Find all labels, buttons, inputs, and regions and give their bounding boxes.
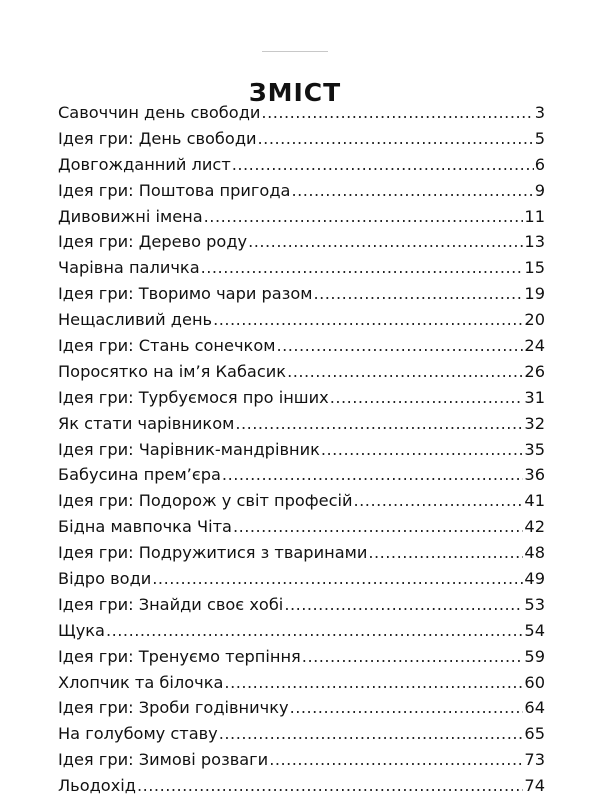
top-divider	[262, 51, 328, 52]
toc-entry-title: Ідея гри: Зроби годівничку	[58, 698, 289, 718]
toc-entry-page-number: 41	[524, 491, 545, 511]
toc-entry	[58, 385, 545, 411]
toc-entry	[58, 204, 545, 230]
toc-entry-page-number: 49	[524, 569, 545, 589]
toc-entry-page-number: 53	[524, 594, 545, 614]
toc-entry-title: Льодохід	[58, 776, 136, 796]
toc-entry-page-number: 48	[524, 543, 545, 563]
toc-entry-title: Ідея гри: Турбуємося про інших	[58, 387, 329, 407]
toc-entry	[58, 540, 545, 566]
toc-entry-title: Нещасливий день	[58, 310, 213, 330]
toc-entry-title: На голубому ставу	[58, 724, 218, 744]
toc-entry-page-number: 24	[524, 336, 545, 356]
dot-leader	[354, 488, 524, 514]
toc-entry-page-number: 73	[524, 750, 545, 770]
toc-entry-page-number: 35	[524, 439, 545, 459]
toc-entry	[58, 618, 545, 644]
dot-leader	[368, 540, 523, 566]
dot-leader	[222, 462, 523, 488]
toc-entry-title: Ідея гри: Чарівник-мандрівник	[58, 439, 320, 459]
dot-leader	[233, 514, 523, 540]
toc-entry-page-number: 31	[524, 387, 545, 407]
toc-entry-page-number: 9	[534, 180, 545, 200]
toc-entry	[58, 100, 545, 126]
toc-entry-title: Довгожданний лист	[58, 154, 231, 174]
dot-leader	[204, 204, 524, 230]
toc-entry-title: Щука	[58, 620, 105, 640]
toc-entry-title: Ідея гри: Стань сонечком	[58, 336, 276, 356]
toc-entry-title: Ідея гри: Подружитися з тваринами	[58, 543, 368, 563]
toc-entry-title: Дивовижні імена	[58, 206, 203, 226]
dot-leader	[232, 152, 534, 178]
toc-entry-title: Ідея гри: Зимові розваги	[58, 750, 269, 770]
toc-entry-title: Савоччин день свободи	[58, 103, 261, 122]
dot-leader	[302, 644, 524, 670]
dot-leader	[291, 178, 533, 204]
dot-leader	[284, 592, 523, 618]
toc-entry	[58, 488, 545, 514]
toc-entry	[58, 514, 545, 540]
toc-entry-title: Ідея гри: День свободи	[58, 128, 257, 148]
toc-entry	[58, 644, 545, 670]
toc-entry-title: Ідея гри: Тренуємо терпіння	[58, 646, 301, 666]
page-title: ЗМІСТ	[248, 77, 342, 107]
dot-leader	[261, 100, 533, 126]
toc-entry	[58, 592, 545, 618]
toc-entry-title: Ідея гри: Подорож у світ професій	[58, 491, 353, 511]
toc-entry-page-number: 36	[524, 465, 545, 485]
dot-leader	[330, 385, 524, 411]
toc-entry-title: Поросятко на ім’я Кабасик	[58, 361, 287, 381]
toc-entry-page-number: 64	[524, 698, 545, 718]
toc-entry	[58, 462, 545, 488]
dot-leader	[321, 437, 524, 463]
dot-leader	[224, 670, 523, 696]
toc-entry-page-number: 32	[524, 413, 545, 433]
dot-leader	[219, 721, 524, 747]
toc-entry-page-number: 26	[524, 361, 545, 381]
toc-entry	[58, 126, 545, 152]
toc-entry-page-number: 60	[524, 672, 545, 692]
toc-entry	[58, 229, 545, 255]
toc-entry-page-number: 20	[524, 310, 545, 330]
toc-entry-title: Бідна мавпочка Чіта	[58, 517, 232, 537]
toc-entry	[58, 281, 545, 307]
toc-entry	[58, 359, 545, 385]
toc-entry-title: Ідея гри: Дерево роду	[58, 232, 248, 252]
toc-entry-page-number: 19	[524, 284, 545, 304]
toc-entry-page-number: 3	[534, 103, 545, 122]
toc-entry-page-number: 13	[524, 232, 545, 252]
toc-entry-page-number: 6	[534, 154, 545, 174]
dot-leader	[106, 618, 523, 644]
toc-entry-title: Як стати чарівником	[58, 413, 235, 433]
toc-entry	[58, 773, 545, 799]
dot-leader	[248, 229, 523, 255]
dot-leader	[137, 773, 523, 799]
dot-leader	[201, 255, 524, 281]
table-of-contents	[58, 100, 545, 799]
toc-entry	[58, 307, 545, 333]
dot-leader	[235, 411, 523, 437]
toc-entry	[58, 411, 545, 437]
toc-entry	[58, 747, 545, 773]
toc-entry-page-number: 74	[524, 776, 545, 796]
dot-leader	[276, 333, 523, 359]
toc-entry	[58, 437, 545, 463]
toc-entry	[58, 178, 545, 204]
toc-entry	[58, 152, 545, 178]
toc-entry-title: Бабусина прем’єра	[58, 465, 221, 485]
toc-entry-title: Чарівна паличка	[58, 258, 200, 278]
toc-entry-page-number: 15	[524, 258, 545, 278]
toc-entry-page-number: 42	[524, 517, 545, 537]
dot-leader	[290, 695, 524, 721]
dot-leader	[258, 126, 534, 152]
toc-entry	[58, 670, 545, 696]
toc-entry-title: Відро води	[58, 569, 152, 589]
dot-leader	[287, 359, 523, 385]
toc-entry-title: Ідея гри: Поштова пригода	[58, 180, 291, 200]
toc-entry-page-number: 65	[524, 724, 545, 744]
toc-entry-page-number: 59	[524, 646, 545, 666]
toc-entry-title: Ідея гри: Творимо чари разом	[58, 284, 313, 304]
toc-entry-page-number: 11	[524, 206, 545, 226]
toc-entry	[58, 566, 545, 592]
dot-leader	[269, 747, 523, 773]
toc-entry	[58, 695, 545, 721]
toc-entry	[58, 721, 545, 747]
dot-leader	[313, 281, 523, 307]
toc-entry	[58, 255, 545, 281]
toc-entry-title: Хлопчик та білочка	[58, 672, 224, 692]
dot-leader	[152, 566, 523, 592]
toc-entry-title: Ідея гри: Знайди своє хобі	[58, 594, 284, 614]
dot-leader	[213, 307, 523, 333]
toc-entry	[58, 333, 545, 359]
toc-entry-page-number: 54	[524, 620, 545, 640]
toc-entry-page-number: 5	[534, 128, 545, 148]
